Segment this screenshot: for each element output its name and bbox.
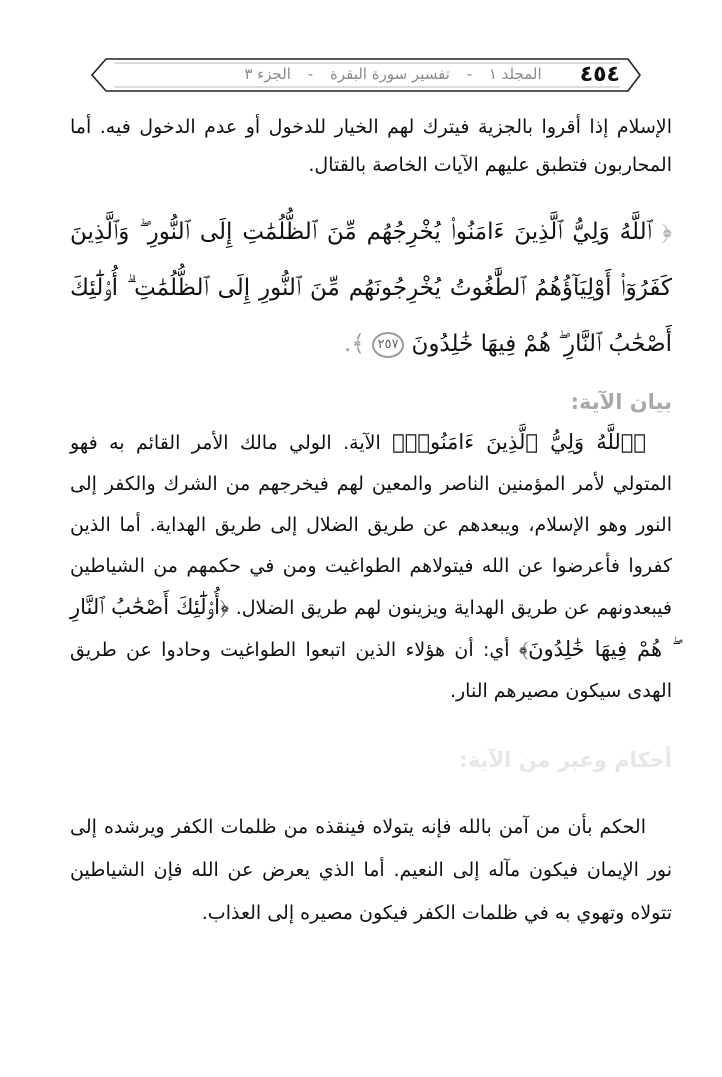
section-title-verse-explanation: بيان الآية:	[570, 390, 672, 414]
explanation-paragraph	[70, 422, 672, 712]
explanation-text: الآية. الولي مالك الأمر القائم به فهو المتولي لأمر المؤمنين الناصر والمعين لهم فيخرجهم من الشرك والكفر إلى النور وهو الإسلام، ويبعدهم عن طريق الضلال إلى طريق الهداية. أما الذين كفروا فأعرضوا عن الله فيتولاهم الطواغيت ومن في حكمهم من الشياطين فيبعدونهم عن طريق الهداية ويزينون لهم طريق الضلال.	[70, 432, 673, 619]
verse-close-bracket: ﴾.	[344, 331, 365, 357]
quran-verse	[70, 204, 672, 372]
section-title-rulings: أحكام وعبر من الآية:	[459, 748, 672, 772]
verse-open-bracket: ﴿	[661, 219, 672, 245]
verse-text: ٱللَّهُ وَلِيُّ ٱلَّذِينَ ءَامَنُوا۟ يُخْرِجُهُم مِّنَ ٱلظُّلُمَٰتِ إِلَى ٱلنُّورِ ۖ وَٱلَّذِينَ كَفَرُوٓا۟ أَوْلِيَآؤُهُمُ ٱلطَّٰغُوتُ يُخْرِجُونَهُم مِّنَ ٱلنُّورِ إِلَى ٱلظُّلُمَٰتِ ۗ أُو۟لَٰٓئِكَ أَصْحَٰبُ ٱلنَّارِ ۖ هُمْ فِيهَا خَٰلِدُونَ	[70, 219, 672, 357]
paragraph: الإسلام إذا أقروا بالجزية فيترك لهم الخيار للدخول أو عدم الدخول فيه. أما المحاربون فتطبق عليهم الآيات الخاصة بالقتال.	[70, 116, 672, 176]
book-title: تفسير سورة البقرة	[329, 65, 450, 83]
inline-verse: ﴿ٱللَّهُ وَلِيُّ ٱلَّذِينَ ءَامَنُوا۟﴾	[392, 430, 647, 454]
volume-label: المجلد ١	[488, 65, 542, 83]
inline-verse: ﴿أُو۟لَٰٓئِكَ أَصْحَٰبُ ٱلنَّارِ ۖ هُمْ فِيهَا خَٰلِدُونَ﴾	[70, 595, 672, 661]
page-header	[88, 56, 644, 94]
part-label: الجزء ٣	[244, 65, 291, 83]
explanation-text: أي: أن هؤلاء الذين اتبعوا الطواغيت وحادوا عن طريق الهدى سيكون مصيرهم النار.	[70, 639, 672, 702]
separator: -	[466, 65, 473, 83]
verse-number: ٢٥٧	[372, 332, 404, 358]
running-head	[228, 65, 558, 83]
page-body	[70, 108, 672, 935]
separator: -	[307, 65, 314, 83]
paragraph: الحكم بأن من آمن بالله فإنه يتولاه فينقذه من ظلمات الكفر ويرشده إلى نور الإيمان فيكون مآله إلى النعيم. أما الذي يعرض عن الله فإن الشياطين تتولاه وتهوي به في ظلمات الكفر فيكون مصيره إلى العذاب.	[70, 816, 672, 924]
page-number: ٤٥٤	[579, 62, 620, 87]
